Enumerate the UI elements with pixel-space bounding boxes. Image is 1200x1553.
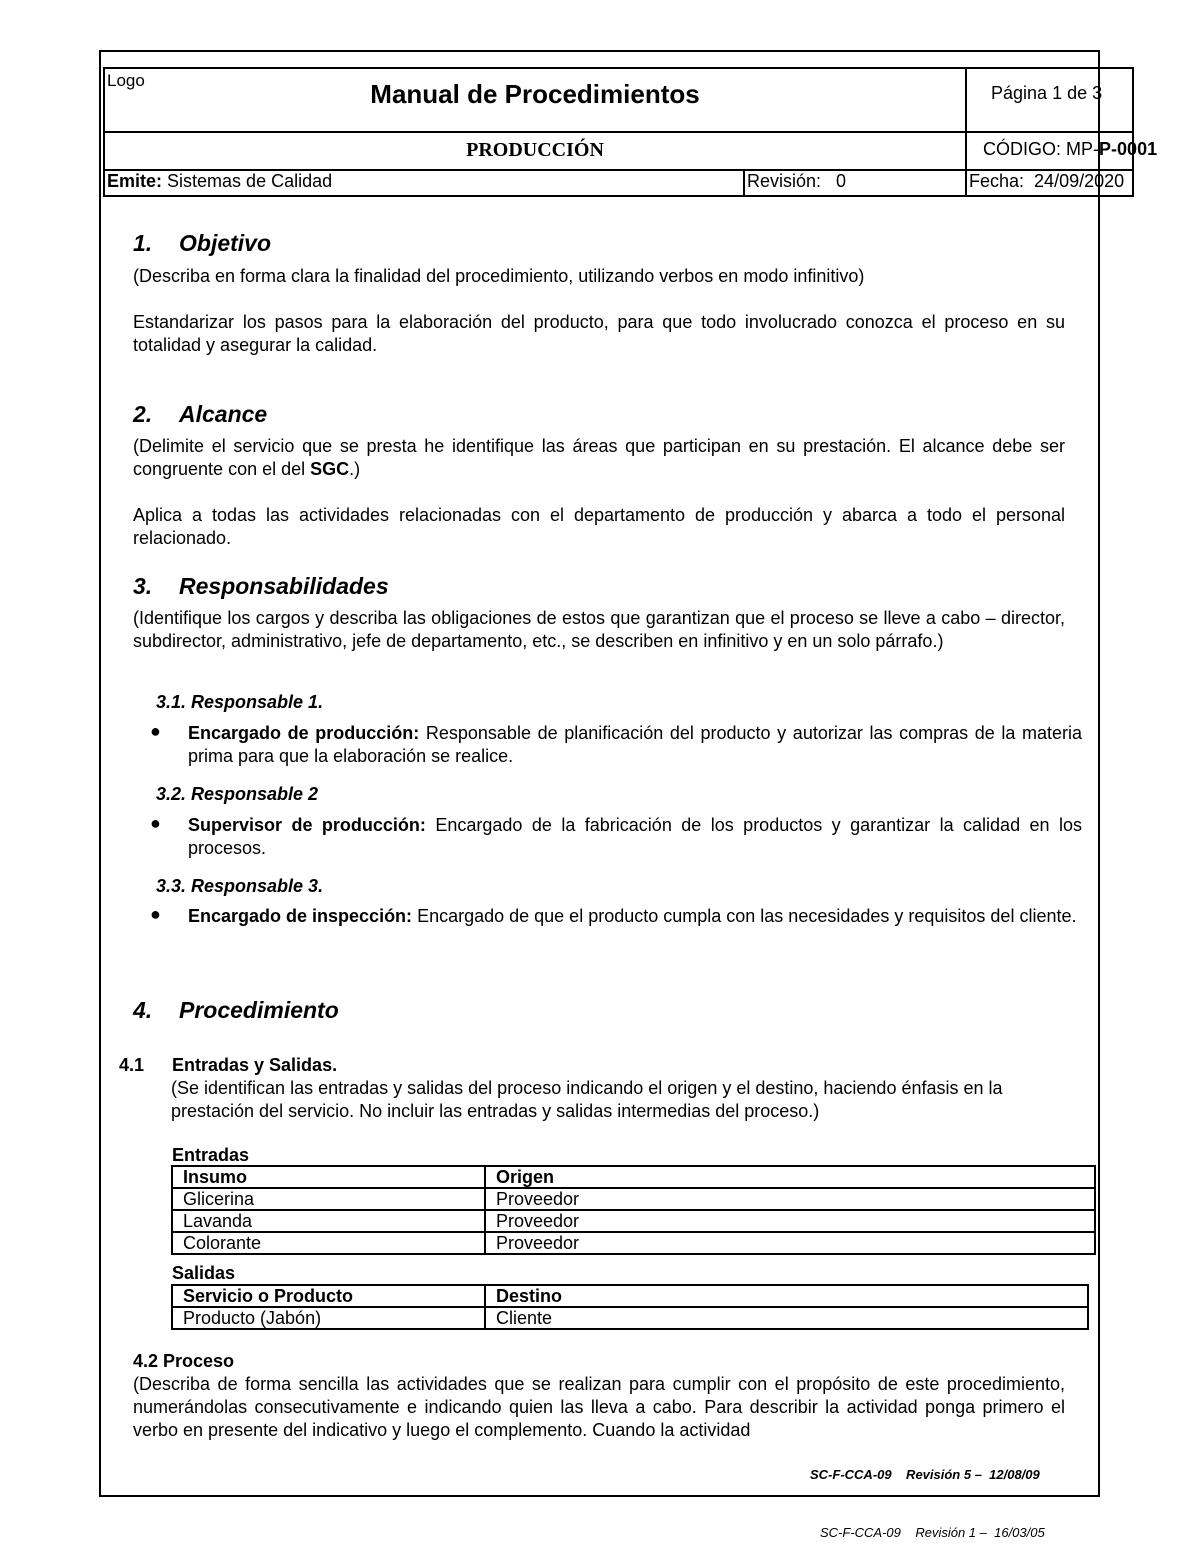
responsable-1-title: 3.1. Responsable 1. — [156, 692, 324, 712]
objetivo-text: Estandarizar los pasos para la elaboración del producto, para que todo involucrado conozca el proceso en su totalidad y asegurar la calidad. — [133, 312, 1065, 355]
document-header — [103, 67, 1158, 197]
table-cell: Producto (Jabón) — [172, 1307, 485, 1329]
table-header-row — [172, 1285, 1088, 1307]
table-cell: Glicerina — [172, 1188, 485, 1210]
salidas-label: Salidas — [172, 1263, 236, 1283]
table-row — [172, 1188, 1095, 1210]
responsable-3-text: Encargado de inspección: Encargado de que el producto cumpla con las necesidades y requisitos del cliente. — [188, 906, 1077, 926]
responsabilidades-hint: (Identifique los cargos y describa las obligaciones de estos que garantizan que el proceso se lleve a cabo – director, subdirector, administrativo, jefe de departamento, etc., se describen en infinitivo y en un solo párrafo.) — [133, 608, 1065, 651]
bullet-icon: ● — [150, 721, 161, 741]
area-title: PRODUCCIÓN — [104, 132, 966, 170]
responsable-2-text: Supervisor de producción: Encargado de la fabricación de los productos y garantizar la calidad en los procesos. — [188, 815, 1082, 858]
table-header-cell: Servicio o Producto — [172, 1285, 485, 1307]
page-number: Página 1 de 3 — [966, 68, 1133, 132]
alcance-hint: (Delimite el servicio que se presta he identifique las áreas que participan en su prestación. El alcance debe ser congruente con el del SGC.) — [133, 436, 1065, 479]
section-procedimiento-title: 4. Procedimiento — [133, 997, 339, 1023]
subsection-4-2-title: 4.2 Proceso — [133, 1351, 235, 1371]
bullet-icon: ● — [150, 904, 161, 924]
responsable-3-title: 3.3. Responsable 3. — [156, 876, 324, 896]
entradas-table — [171, 1165, 1096, 1255]
section-objetivo-title: 1. Objetivo — [133, 230, 272, 256]
table-cell: Lavanda — [172, 1210, 485, 1232]
entradas-salidas-hint: (Se identifican las entradas y salidas del proceso indicando el origen y el destino, haciendo énfasis en la prestación del servicio. No incluir las entradas y salidas intermedias del proceso.) — [171, 1078, 1003, 1121]
table-cell: Proveedor — [485, 1188, 1095, 1210]
bullet-icon: ● — [150, 813, 161, 833]
table-header-cell: Origen — [485, 1166, 1095, 1188]
proceso-hint: (Describa de forma sencilla las actividades que se realizan para cumplir con el propósito de este procedimiento, numerándolas consecutivamente e indicando quien las lleva a cabo. Para describir la actividad ponga primero el verbo en presente del indicativo y luego el complemento. Cuando la actividad — [133, 1374, 1065, 1440]
outer-footer: SC-F-CCA-09 Revisión 1 – 16/03/05 — [820, 1525, 1045, 1540]
table-cell: Proveedor — [485, 1232, 1095, 1254]
salidas-table — [171, 1284, 1089, 1330]
responsable-2-title: 3.2. Responsable 2 — [156, 784, 319, 804]
section-responsabilidades-title: 3. Responsabilidades — [133, 573, 389, 599]
table-row — [172, 1307, 1088, 1329]
header-title-cell — [104, 68, 966, 132]
responsable-1-text: Encargado de producción: Responsable de planificación del producto y autorizar las compras de la materia prima para que la elaboración se realice. — [188, 723, 1082, 766]
section-alcance-title: 2. Alcance — [133, 401, 268, 427]
alcance-text: Aplica a todas las actividades relacionadas con el departamento de producción y abarca a todo el personal relacionado. — [133, 505, 1065, 548]
date-field: Fecha: 24/09/2020 — [966, 170, 1099, 196]
inner-footer: SC-F-CCA-09 Revisión 5 – 12/08/09 — [810, 1467, 1040, 1482]
table-header-cell: Destino — [485, 1285, 1088, 1307]
emite-field: Emite: Sistemas de Calidad — [104, 170, 744, 196]
table-cell: Colorante — [172, 1232, 485, 1254]
subsection-4-1-number: 4.1 — [119, 1055, 145, 1075]
entradas-label: Entradas — [172, 1145, 250, 1165]
table-row — [172, 1232, 1095, 1254]
manual-title: Manual de Procedimientos — [370, 79, 700, 109]
logo-placeholder: Logo — [107, 71, 145, 90]
table-row — [172, 1210, 1095, 1232]
subsection-4-1-title: Entradas y Salidas. — [172, 1055, 338, 1075]
objetivo-hint: (Describa en forma clara la finalidad del procedimiento, utilizando verbos en modo infinitivo) — [133, 266, 865, 286]
table-header-cell: Insumo — [172, 1166, 485, 1188]
document-code: CÓDIGO: MP-P-0001 — [966, 132, 1133, 170]
table-cell: Cliente — [485, 1307, 1088, 1329]
table-cell: Proveedor — [485, 1210, 1095, 1232]
revision-field: Revisión: 0 — [744, 170, 966, 196]
table-header-row — [172, 1166, 1095, 1188]
